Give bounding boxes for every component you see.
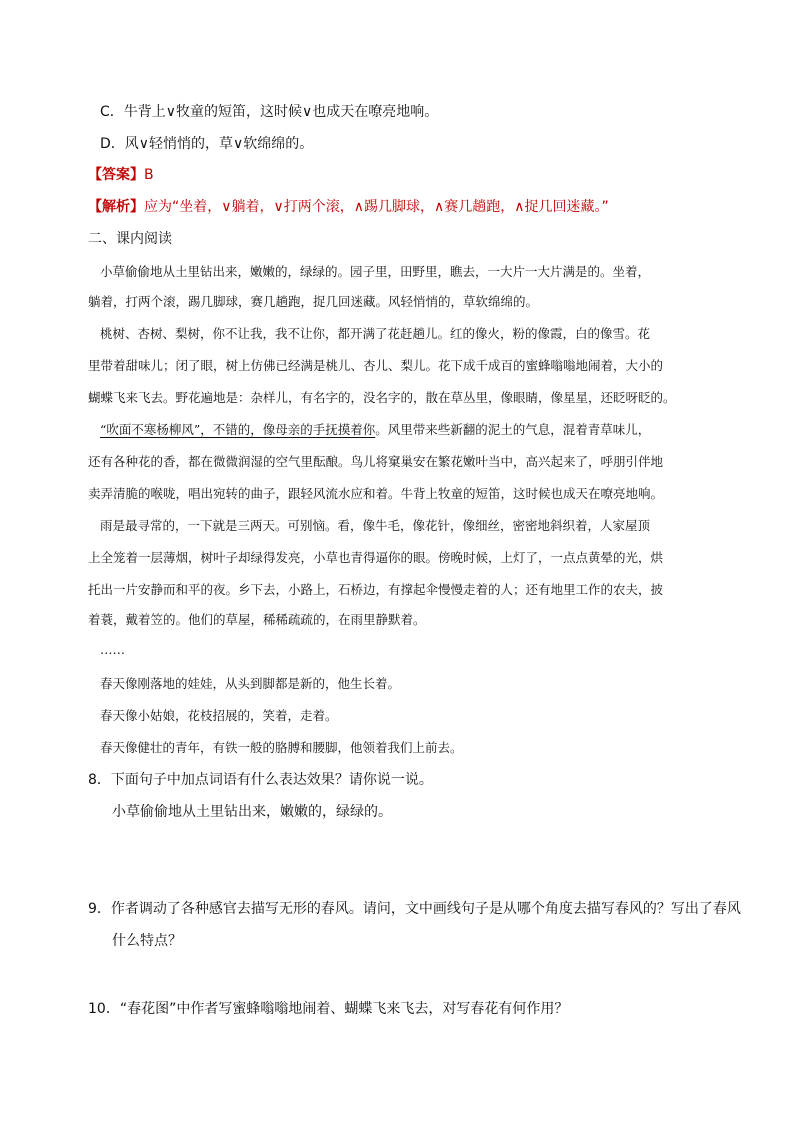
passage-p3-line3: 卖弄清脆的喉咙，唱出宛转的曲子，跟轻风流水应和着。牛背上牧童的短笛，这时候也成天在嘹亮地响。 (88, 486, 664, 501)
passage-ellipsis: …… (100, 642, 125, 657)
passage-p4-line4: 着蓑，戴着笠的。他们的草屋，稀稀疏疏的，在雨里静默着。 (88, 612, 426, 627)
passage-p3-line2: 还有各种花的香，都在微微润湿的空气里酝酿。鸟儿将窠巢安在繁花嫩叶当中，高兴起来了，呼朋引伴地 (88, 454, 664, 469)
option-c: C．牛背上∨牧童的短笛，这时候∨也成天在嘹亮地响。 (100, 104, 439, 120)
question-9-line2: 什么特点？ (112, 933, 182, 949)
underlined-sentence: “吹面不寒杨柳风”，不错的，像母亲的手抚摸着你 (100, 422, 376, 437)
passage-p3-line1 (100, 422, 650, 438)
passage-p6: 春天像小姑娘，花枝招展的，笑着，走着。 (100, 708, 338, 723)
answer-label: 【答案】 (88, 167, 144, 183)
passage-p4-line2: 上全笼着一层薄烟，树叶子却绿得发亮，小草也青得逼你的眼。傍晚时候，上灯了，一点点黄晕的光，烘 (88, 550, 664, 565)
answer-value: B (144, 167, 154, 183)
question-9-line1: 9．作者调动了各种感官去描写无形的春风。请问，文中画线句子是从哪个角度去描写春风的？写出了春风 (88, 901, 741, 917)
passage-p2-line1: 桃树、杏树、梨树，你不让我，我不让你，都开满了花赶趟儿。红的像火，粉的像霞，白的像雪。花 (100, 326, 651, 341)
section-title: 二、课内阅读 (88, 231, 172, 247)
question-8-quote: 小草偷偷地从土里钻出来，嫩嫩的，绿绿的。 (112, 804, 392, 820)
analysis-text: 应为“坐着，∨躺着，∨打两个滚，∧踢几脚球，∧赛几趟跑，∧捉几回迷藏。” (144, 199, 609, 215)
analysis-label: 【解析】 (88, 199, 144, 215)
passage-p2-line3: 蝴蝶飞来飞去。野花遍地是：杂样儿，有名字的，没名字的，散在草丛里，像眼睛，像星星，还眨呀眨的。 (88, 390, 676, 405)
analysis-line (88, 198, 609, 216)
passage-p3-line1-rest: 。风里带来些新翻的泥土的气息，混着青草味儿， (375, 422, 651, 437)
answer-line (88, 166, 154, 184)
passage-p1-line2: 躺着，打两个滚，踢几脚球，赛几趟跑，捉几回迷藏。风轻悄悄的，草软绵绵的。 (88, 294, 539, 309)
passage-p7: 春天像健壮的青年，有铁一般的胳膊和腰脚，他领着我们上前去。 (100, 740, 463, 755)
passage-p1-line1: 小草偷偷地从土里钻出来，嫩嫩的，绿绿的。园子里，田野里，瞧去，一大片一大片满是的。坐着， (100, 264, 651, 279)
passage-p4-line1: 雨是最寻常的，一下就是三两天。可别恼。看，像牛毛，像花针，像细丝，密密地斜织着，人家屋顶 (100, 518, 651, 533)
option-d: D．风∨轻悄悄的，草∨软绵绵的。 (100, 136, 314, 152)
question-10: 10．“春花图”中作者写蜜蜂嗡嗡地闹着、蝴蝶飞来飞去，对写春花有何作用？ (88, 1001, 569, 1017)
question-8: 8．下面句子中加点词语有什么表达效果？请你说一说。 (88, 772, 433, 788)
passage-p4-line3: 托出一片安静而和平的夜。乡下去，小路上，石桥边，有撑起伞慢慢走着的人；还有地里工作的农夫，披 (88, 582, 664, 597)
passage-p5: 春天像刚落地的娃娃，从头到脚都是新的，他生长着。 (100, 676, 401, 691)
passage-p2-line2: 里带着甜味儿；闭了眼，树上仿佛已经满是桃儿、杏儿、梨儿。花下成千成百的蜜蜂嗡嗡地闹着，大小的 (88, 358, 664, 373)
